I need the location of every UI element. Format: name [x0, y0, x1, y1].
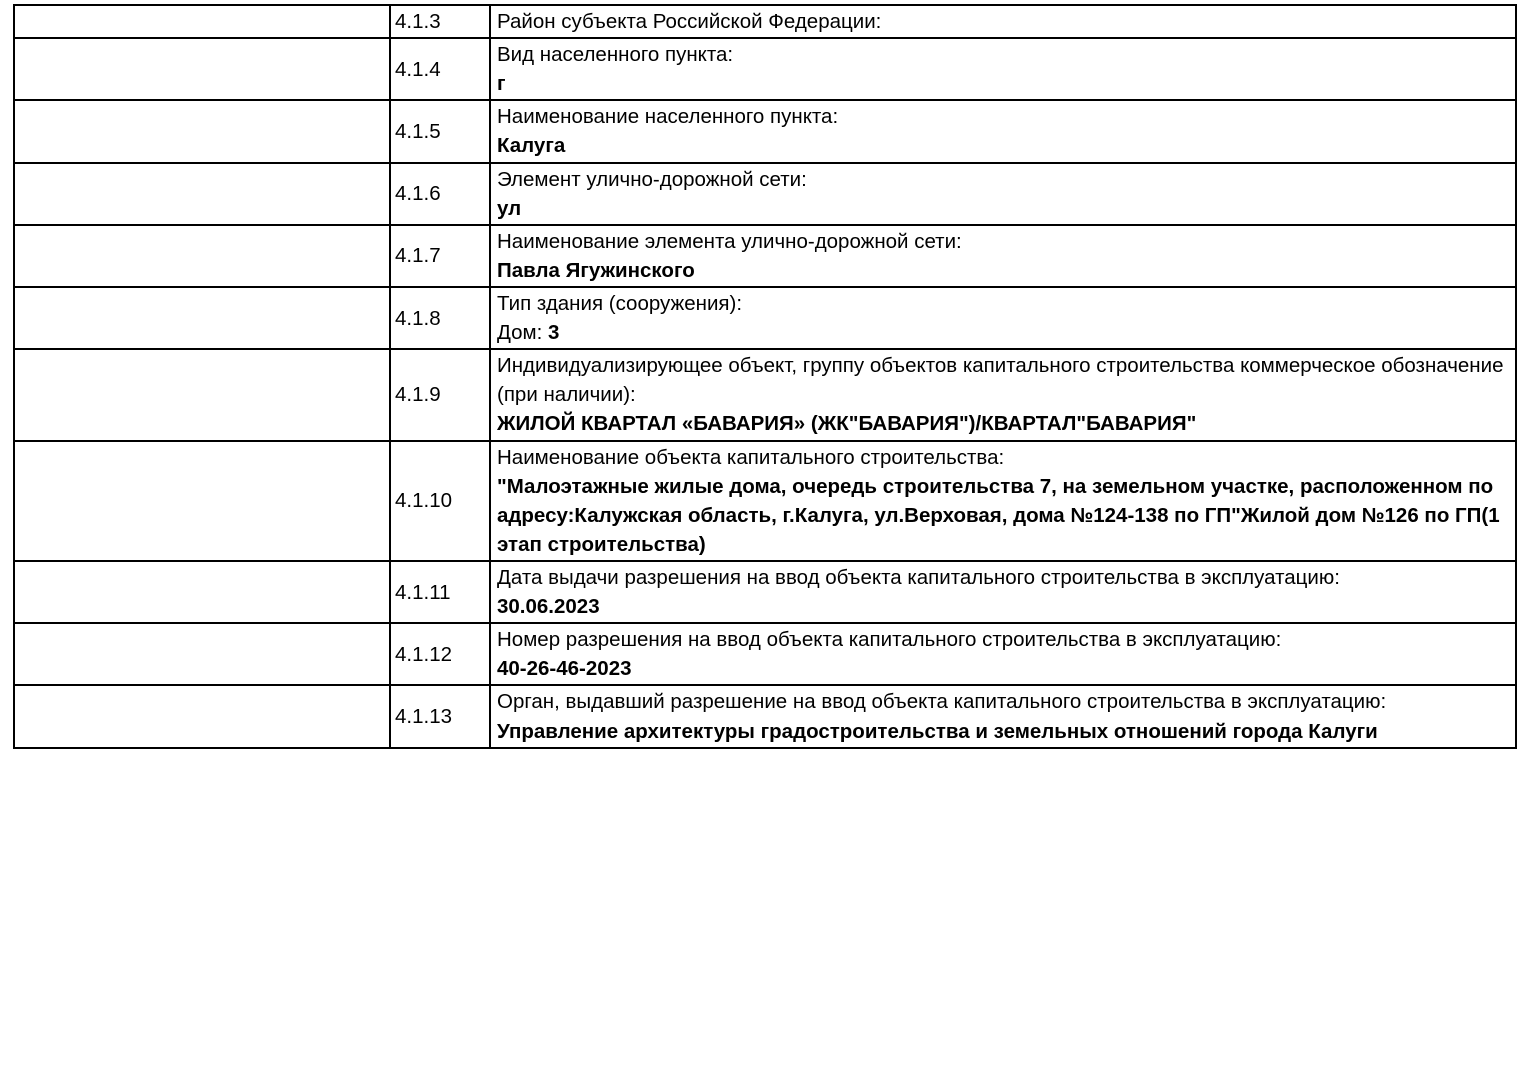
field-value [497, 69, 1509, 98]
field-value-text: 40-26-46-2023 [497, 657, 632, 681]
field-label: Номер разрешения на ввод объекта капитального строительства в эксплуатацию: [497, 628, 1282, 652]
empty-cell [14, 287, 390, 349]
row-code: 4.1.4 [390, 38, 490, 100]
field-value [497, 592, 1509, 621]
field-label: Тип здания (сооружения): [497, 291, 743, 315]
field-value [497, 318, 1509, 347]
row-code: 4.1.13 [390, 685, 490, 747]
field-value-text: Управление архитектуры градостроительства и земельных отношений города Калуги [497, 719, 1378, 743]
row-code: 4.1.3 [390, 5, 490, 38]
row-code: 4.1.10 [390, 441, 490, 561]
field-label: Наименование элемента улично-дорожной сети: [497, 229, 962, 253]
field-value [497, 256, 1509, 285]
empty-cell [14, 623, 390, 685]
field-value-prefix: Дом: [497, 321, 548, 345]
table-row [14, 561, 1516, 623]
row-content [490, 561, 1516, 623]
table-row [14, 5, 1516, 38]
field-label: Район субъекта Российской Федерации: [497, 10, 882, 33]
empty-cell [14, 561, 390, 623]
field-value-text: г [497, 72, 506, 96]
field-value [497, 654, 1509, 683]
field-label: Элемент улично-дорожной сети: [497, 167, 807, 191]
row-code: 4.1.7 [390, 225, 490, 287]
row-code: 4.1.8 [390, 287, 490, 349]
table-row [14, 38, 1516, 100]
field-value-text: Павла Ягужинского [497, 258, 695, 282]
table-row [14, 441, 1516, 561]
field-value [497, 131, 1509, 160]
row-content [490, 349, 1516, 440]
field-value-text: Калуга [497, 134, 566, 158]
field-label: Дата выдачи разрешения на ввод объекта капитального строительства в эксплуатацию: [497, 565, 1340, 589]
document-table [13, 4, 1517, 749]
empty-cell [14, 685, 390, 747]
empty-cell [14, 5, 390, 38]
field-label: Орган, выдавший разрешение на ввод объекта капитального строительства в эксплуатацию: [497, 690, 1387, 714]
field-value [497, 472, 1509, 559]
row-content [490, 5, 1516, 38]
field-value [497, 194, 1509, 223]
row-content [490, 38, 1516, 100]
row-content [490, 623, 1516, 685]
row-code: 4.1.11 [390, 561, 490, 623]
field-label: Индивидуализирующее объект, группу объектов капитального строительства коммерческое обозначение (при наличии): [497, 354, 1504, 407]
row-content [490, 225, 1516, 287]
empty-cell [14, 163, 390, 225]
empty-cell [14, 38, 390, 100]
field-value-text: 30.06.2023 [497, 595, 600, 619]
empty-cell [14, 225, 390, 287]
row-content [490, 287, 1516, 349]
field-value-text: 3 [548, 321, 560, 345]
table-row [14, 623, 1516, 685]
field-value [497, 717, 1509, 746]
table-row [14, 685, 1516, 747]
empty-cell [14, 441, 390, 561]
row-code: 4.1.6 [390, 163, 490, 225]
field-label: Наименование населенного пункта: [497, 105, 839, 129]
field-value-text: ул [497, 196, 522, 220]
row-content [490, 685, 1516, 747]
row-code: 4.1.12 [390, 623, 490, 685]
table-row [14, 163, 1516, 225]
field-value-text: "Малоэтажные жилые дома, очередь строительства 7, на земельном участке, расположенном по адресу:Калужская область, г.Калуга, ул.Верховая, дома №124-138 по ГП"Жилой дом №126 по ГП(1 этап строительства) [497, 474, 1500, 556]
empty-cell [14, 349, 390, 440]
row-code: 4.1.9 [390, 349, 490, 440]
row-content [490, 100, 1516, 162]
empty-cell [14, 100, 390, 162]
row-code: 4.1.5 [390, 100, 490, 162]
field-label: Наименование объекта капитального строительства: [497, 445, 1005, 469]
field-value-text: ЖИЛОЙ КВАРТАЛ «БАВАРИЯ» (ЖК"БАВАРИЯ")/КВАРТАЛ"БАВАРИЯ" [497, 412, 1197, 436]
field-value [497, 409, 1509, 438]
table-row [14, 225, 1516, 287]
field-label: Вид населенного пункта: [497, 43, 734, 67]
table-row [14, 349, 1516, 440]
row-content [490, 441, 1516, 561]
row-content [490, 163, 1516, 225]
table-row [14, 287, 1516, 349]
table-row [14, 100, 1516, 162]
